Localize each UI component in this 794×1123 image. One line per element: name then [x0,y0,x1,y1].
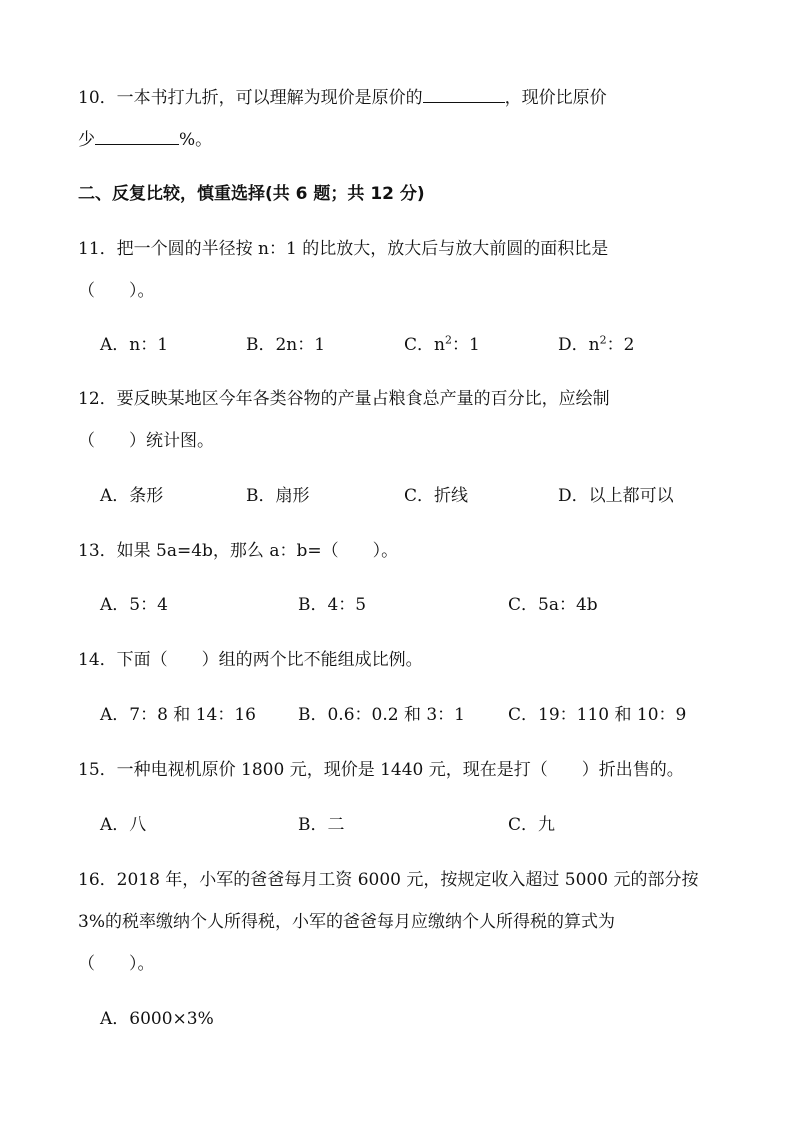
question-11-option-b[interactable]: B．2n：1 [246,335,326,355]
question-15-option-c[interactable]: C．九 [508,815,556,835]
question-10-percent: %。 [179,130,213,150]
question-13-option-b[interactable]: B．4：5 [298,595,367,615]
question-13-option-a[interactable]: A．5：4 [100,595,168,615]
question-10-line-1 [78,86,607,109]
question-15-option-a[interactable]: A．八 [100,815,147,835]
option-d-base: D．n [558,335,600,355]
question-16-paren: （ ）。 [78,954,155,974]
question-13-option-c[interactable]: C．5a：4b [508,595,598,615]
question-12-paren: （ ）统计图。 [78,431,214,451]
question-12-text: 12．要反映某地区今年各类谷物的产量占粮食总产量的百分比，应绘制 [78,389,610,409]
question-11-text: 11．把一个圆的半径按 n：1 的比放大，放大后与放大前圆的面积比是 [78,239,609,259]
question-16-line-2: 3%的税率缴纳个人所得税，小军的爸爸每月应缴纳个人所得税的算式为 [78,912,615,932]
option-d-ratio: ：2 [606,335,635,355]
section-2-title: 二、反复比较，慎重选择(共 6 题；共 12 分) [78,184,425,204]
question-12-option-a[interactable]: A．条形 [100,486,164,506]
option-c-ratio: ：1 [451,335,480,355]
question-12-option-c[interactable]: C．折线 [404,486,469,506]
question-12-option-b[interactable]: B．扇形 [246,486,310,506]
question-13-text: 13．如果 5a=4b，那么 a：b=（ ）。 [78,541,399,561]
question-10-line-2 [78,128,212,151]
question-14-option-a[interactable]: A．7：8 和 14：16 [100,705,256,725]
answer-blank-1[interactable] [423,86,505,103]
question-15-option-b[interactable]: B．二 [298,815,345,835]
question-11-option-a[interactable]: A．n：1 [100,335,169,355]
question-16-line-1: 16．2018 年，小军的爸爸每月工资 6000 元，按规定收入超过 5000 元的部分按 [78,870,699,890]
question-14-option-b[interactable]: B．0.6：0.2 和 3：1 [298,705,466,725]
question-11-option-d[interactable] [558,334,634,356]
question-16-option-a[interactable]: A．6000×3% [100,1009,214,1029]
question-12-option-d[interactable]: D．以上都可以 [558,486,674,506]
question-11-paren: （ ）。 [78,281,155,301]
option-d-exponent: 2 [599,333,607,347]
question-10-text-2: 少 [78,130,95,150]
question-10-text: 10．一本书打九折，可以理解为现价是原价的 [78,88,423,108]
question-10-text-cont: ，现价比原价 [504,88,607,108]
question-15-text: 15．一种电视机原价 1800 元，现价是 1440 元，现在是打（ ）折出售的。 [78,760,684,780]
option-c-exponent: 2 [444,333,452,347]
answer-blank-2[interactable] [95,128,179,145]
option-c-base: C．n [404,335,445,355]
question-14-option-c[interactable]: C．19：110 和 10：9 [508,705,687,725]
question-11-option-c[interactable] [404,334,480,356]
question-14-text: 14．下面（ ）组的两个比不能组成比例。 [78,650,423,670]
